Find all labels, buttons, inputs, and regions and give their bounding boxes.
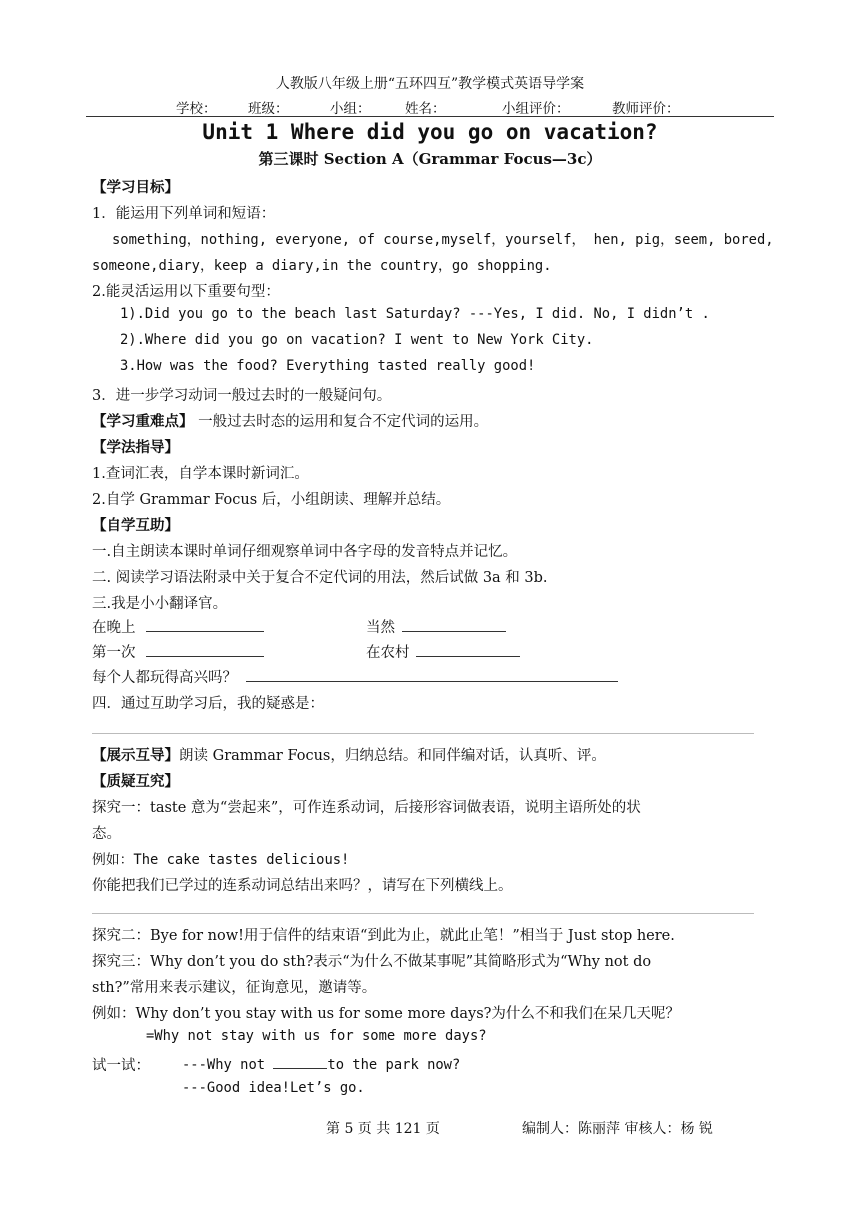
- translate-everyone: [92, 666, 618, 687]
- display-heading: 【展示互导】: [92, 747, 179, 764]
- linking-verbs-answer-line[interactable]: [92, 913, 754, 914]
- translate-first-time: [92, 641, 264, 662]
- translate-country: [366, 641, 520, 662]
- goals-heading: 【学习目标】: [92, 179, 179, 196]
- self-study-heading: 【自学互助】: [92, 517, 179, 534]
- page-title: Unit 1 Where did you go on vacation?: [202, 120, 658, 144]
- try-answer-blank[interactable]: [273, 1054, 327, 1069]
- page-subtitle: 第三课时 Section A（Grammar Focus—3c）: [258, 150, 602, 168]
- guide-item-2: 2.自学 Grammar Focus 后，小组朗读、理解并总结。: [92, 492, 451, 508]
- group-label: 小组：: [330, 101, 371, 117]
- header-divider: [86, 116, 774, 117]
- goals-item-1: 1．能运用下列单词和短语：: [92, 206, 276, 222]
- translate-label-country: 在农村: [366, 645, 410, 661]
- guide-item-1: 1.查词汇表，自学本课时新词汇。: [92, 466, 309, 482]
- group-eval-label: 小组评价：: [502, 101, 570, 117]
- inquiry-1-question: 你能把我们已学过的连系动词总结出来吗？，请写在下列横线上。: [92, 878, 513, 894]
- doubt-answer-line[interactable]: [92, 733, 754, 734]
- sentence-2: 2).Where did you go on vacation? I went to New York City.: [120, 332, 594, 348]
- goals-words-line-1: something，nothing, everyone, of course,myself，yourself， hen, pig，seem, bored,: [112, 232, 774, 248]
- try-line-1: [182, 1054, 460, 1073]
- inquiry-1-line-2: 态。: [92, 826, 121, 842]
- class-label: 班级：: [248, 101, 289, 117]
- self-study-item-4: 四．通过互助学习后，我的疑惑是：: [92, 696, 324, 712]
- header-title: 人教版八年级上册“五环四互”教学模式英语导学案: [275, 76, 585, 92]
- translate-of-course: [366, 616, 506, 637]
- page-number: 第 5 页 共 121 页: [326, 1121, 440, 1137]
- teacher-eval-label: 教师评价：: [612, 101, 680, 117]
- inquiry-1-example: 例如：The cake tastes delicious!: [92, 852, 350, 868]
- goals-item-2: 2.能灵活运用以下重要句型：: [92, 284, 280, 300]
- goals-item-3: 3．进一步学习动词一般过去时的一般疑问句。: [92, 388, 392, 404]
- translate-label-of-course: 当然: [366, 620, 395, 636]
- inquiry-heading: 【质疑互究】: [92, 773, 179, 790]
- difficulty-line: [92, 410, 488, 431]
- difficulty-heading: 【学习重难点】: [92, 413, 194, 430]
- school-label: 学校：: [176, 101, 217, 117]
- translate-evening: [92, 616, 264, 637]
- translate-label-first-time: 第一次: [92, 645, 136, 661]
- answer-blank-evening[interactable]: [146, 617, 264, 632]
- self-study-item-2: 二. 阅读学习语法附录中关于复合不定代词的用法，然后试做 3a 和 3b.: [92, 570, 548, 586]
- try-label: 试一试：: [92, 1058, 150, 1074]
- inquiry-3-line-1: 探究三：Why don’t you do sth?表示“为什么不做某事呢”其简略形式为“Why not do: [92, 954, 652, 970]
- self-study-item-1: 一.自主朗读本课时单词仔细观察单词中各字母的发音特点并记忆。: [92, 544, 518, 560]
- difficulty-text: 一般过去时态的运用和复合不定代词的运用。: [198, 414, 489, 430]
- guide-heading: 【学法指导】: [92, 439, 179, 456]
- inquiry-3-example-2: =Why not stay with us for some more days?: [146, 1028, 487, 1044]
- sentence-1: 1).Did you go to the beach last Saturday? ---Yes, I did. No, I didn’t .: [120, 306, 710, 322]
- editor-info: 编制人：陈丽萍 审核人：杨 锐: [522, 1121, 713, 1137]
- answer-blank-first-time[interactable]: [146, 642, 264, 657]
- goals-words-line-2: someone,diary，keep a diary,in the country，go shopping.: [92, 258, 552, 274]
- display-text: 朗读 Grammar Focus，归纳总结。和同伴编对话，认真听、评。: [179, 748, 606, 764]
- try-line-1-start: ---Why not: [182, 1057, 266, 1073]
- inquiry-1-line-1: 探究一：taste 意为“尝起来”，可作连系动词，后接形容词做表语，说明主语所处的状: [92, 800, 641, 816]
- inquiry-2: 探究二：Bye for now!用于信件的结束语“到此为止，就此止笔！”相当于 Just stop here.: [92, 928, 675, 944]
- inquiry-3-example-1: 例如：Why don’t you stay with us for some more days?为什么不和我们在呆几天呢？: [92, 1006, 680, 1022]
- answer-blank-of-course[interactable]: [402, 617, 506, 632]
- try-line-2: ---Good idea!Let’s go.: [182, 1080, 365, 1096]
- sentence-3: 3.How was the food? Everything tasted really good!: [120, 358, 536, 374]
- try-line-1-end: to the park now?: [327, 1057, 461, 1073]
- answer-blank-everyone[interactable]: [246, 667, 618, 682]
- name-label: 姓名：: [405, 101, 446, 117]
- self-study-item-3: 三.我是小小翻译官。: [92, 596, 228, 612]
- inquiry-3-line-2: sth?”常用来表示建议，征询意见，邀请等。: [92, 980, 377, 996]
- translate-label-evening: 在晚上: [92, 620, 136, 636]
- display-line: [92, 744, 606, 765]
- translate-label-everyone: 每个人都玩得高兴吗？: [92, 670, 237, 686]
- answer-blank-country[interactable]: [416, 642, 520, 657]
